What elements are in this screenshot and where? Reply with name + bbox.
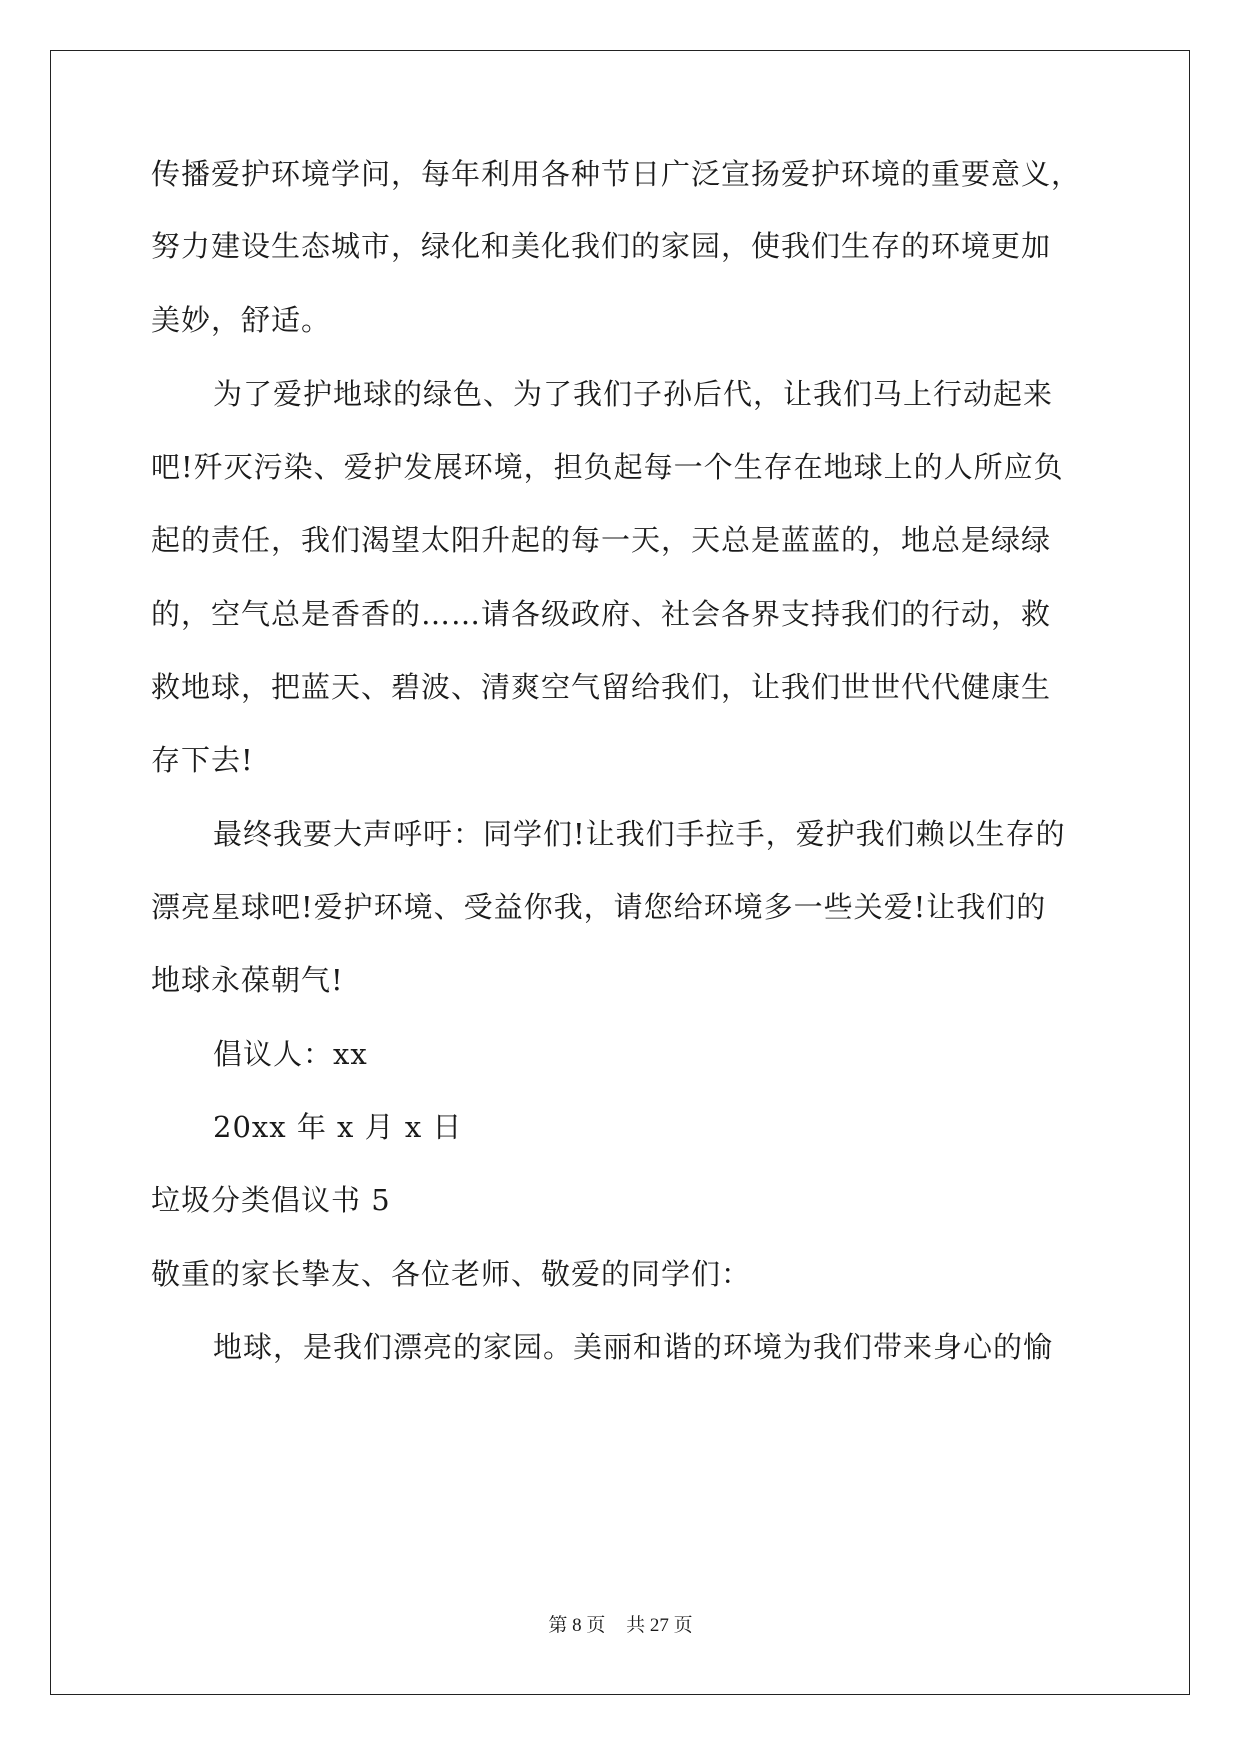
- page-footer: [0, 1610, 1241, 1637]
- paragraph-line: 地球，是我们漂亮的家园。美丽和谐的环境为我们带来身心的愉: [213, 1330, 1054, 1364]
- paragraph-line: 的，空气总是香香的……请各级政府、社会各界支持我们的行动，救: [151, 597, 1052, 631]
- paragraph-line: 美妙，舒适。: [151, 303, 332, 337]
- paragraph-line: 存下去!: [151, 743, 254, 777]
- date-line: 20xx 年 x 月 x 日: [213, 1110, 463, 1144]
- paragraph-line: 传播爱护环境学问，每年利用各种节日广泛宣扬爱护环境的重要意义，: [151, 157, 1082, 191]
- paragraph-line: 最终我要大声呼吁：同学们!让我们手拉手，爱护我们赖以生存的: [213, 817, 1066, 851]
- signature-line: 倡议人：xx: [213, 1037, 368, 1071]
- page-number: 第 8 页: [548, 1615, 606, 1636]
- paragraph-line: 努力建设生态城市，绿化和美化我们的家园，使我们生存的环境更加: [151, 229, 1052, 263]
- paragraph-line: 吧!歼灭污染、爱护发展环境，担负起每一个生存在地球上的人所应负: [151, 450, 1064, 484]
- paragraph-line: 漂亮星球吧!爱护环境、受益你我，请您给环境多一些关爱!让我们的: [151, 890, 1047, 924]
- page-total: 共 27 页: [626, 1615, 693, 1636]
- section-title: 垃圾分类倡议书 5: [151, 1183, 391, 1217]
- paragraph-line: 起的责任，我们渴望太阳升起的每一天，天总是蓝蓝的，地总是绿绿: [151, 523, 1052, 557]
- page-border: [50, 50, 1190, 1695]
- paragraph-line: 救地球，把蓝天、碧波、清爽空气留给我们，让我们世世代代健康生: [151, 670, 1052, 704]
- paragraph-line: 为了爱护地球的绿色、为了我们子孙后代，让我们马上行动起来: [213, 377, 1054, 411]
- paragraph-line: 地球永葆朝气!: [151, 963, 344, 997]
- salutation-line: 敬重的家长挚友、各位老师、敬爱的同学们：: [151, 1257, 752, 1291]
